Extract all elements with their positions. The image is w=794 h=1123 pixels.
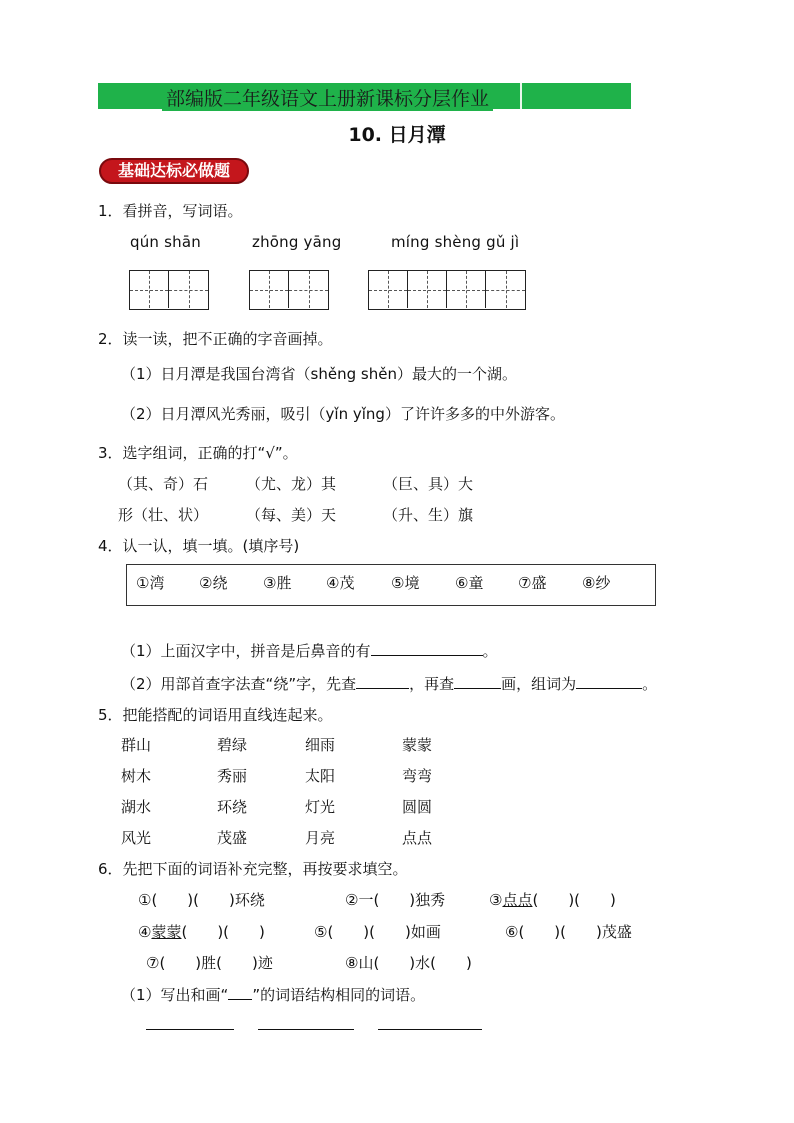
q4-char-box bbox=[126, 564, 656, 606]
q5-word[interactable]: 秀丽 bbox=[217, 767, 248, 785]
q2-s2-text-a: （2）日月潭风光秀丽，吸引（ bbox=[121, 405, 326, 423]
q3-item-3[interactable]: （巨、具）大 bbox=[383, 475, 474, 493]
q6-item-3-num: ③ bbox=[489, 891, 503, 909]
q4-s2-text-a: （2）用部首查字法查“绕”字，先查 bbox=[121, 675, 357, 693]
q4-s1-blank[interactable] bbox=[371, 641, 483, 656]
q3-item-1[interactable]: （其、奇）石 bbox=[118, 475, 209, 493]
question-1: 1．看拼音，写词语。 bbox=[98, 202, 243, 220]
q2-sentence-2 bbox=[121, 403, 565, 424]
q5-word[interactable]: 蒙蒙 bbox=[402, 736, 433, 754]
q5-word[interactable]: 细雨 bbox=[305, 736, 336, 754]
answer-line-1[interactable] bbox=[146, 1028, 234, 1030]
q4-char-8: ⑧纱 bbox=[582, 574, 611, 592]
q6-s1-text-b: ”的词语结构相同的词语。 bbox=[252, 986, 426, 1004]
grid-cell[interactable] bbox=[486, 271, 525, 308]
question-4: 4．认一认，填一填。(填序号) bbox=[98, 537, 300, 555]
q4-s2-text-b: ，再查 bbox=[409, 675, 455, 693]
q2-s1-text-b: ）最大的一个湖。 bbox=[396, 365, 517, 383]
q6-item-1[interactable]: ①( )( )环绕 bbox=[138, 891, 265, 909]
q6-item-7[interactable]: ⑦( )胜( )迹 bbox=[146, 954, 273, 972]
q5-word[interactable]: 群山 bbox=[121, 736, 152, 754]
q5-word[interactable]: 点点 bbox=[402, 829, 433, 847]
q4-sub-2 bbox=[121, 673, 657, 694]
banner-title: 部编版二年级语文上册新课标分层作业 bbox=[162, 84, 493, 111]
q4-s1-end: 。 bbox=[482, 642, 498, 660]
question-2: 2．读一读，把不正确的字音画掉。 bbox=[98, 330, 333, 348]
q5-word[interactable]: 月亮 bbox=[305, 829, 336, 847]
grid-cell[interactable] bbox=[408, 271, 447, 308]
q4-char-6: ⑥童 bbox=[455, 574, 484, 592]
q5-word[interactable]: 碧绿 bbox=[217, 736, 248, 754]
q4-s2-text-c: 画，组词为 bbox=[501, 675, 577, 693]
q5-word[interactable]: 茂盛 bbox=[217, 829, 248, 847]
q5-word[interactable]: 灯光 bbox=[305, 798, 336, 816]
q5-word[interactable]: 风光 bbox=[121, 829, 152, 847]
q6-item-3-blanks: ( )( ) bbox=[532, 891, 616, 909]
q2-s2-pinyin[interactable]: yǐn yǐng bbox=[325, 405, 385, 423]
q6-item-6[interactable]: ⑥( )( )茂盛 bbox=[505, 923, 632, 941]
question-5: 5．把能搭配的词语用直线连起来。 bbox=[98, 706, 333, 724]
q4-char-5: ⑤境 bbox=[391, 574, 420, 592]
grid-cell[interactable] bbox=[289, 271, 328, 308]
q6-item-2[interactable]: ②一( )独秀 bbox=[345, 891, 446, 909]
q6-item-3[interactable] bbox=[489, 889, 616, 910]
q3-item-5[interactable]: （每、美）天 bbox=[246, 506, 337, 524]
q4-sub-1 bbox=[121, 640, 498, 661]
writing-grid-3[interactable] bbox=[368, 270, 526, 310]
q6-sub-1 bbox=[121, 984, 425, 1005]
banner-divider bbox=[520, 83, 522, 109]
pinyin-1: qún shān bbox=[130, 233, 201, 251]
page-title: 10. 日月潭 bbox=[348, 124, 446, 146]
q4-char-1: ①湾 bbox=[136, 574, 165, 592]
answer-line-2[interactable] bbox=[258, 1028, 354, 1030]
q2-s2-text-b: ）了许许多多的中外游客。 bbox=[384, 405, 565, 423]
q4-s1-text: （1）上面汉字中，拼音是后鼻音的有 bbox=[121, 642, 371, 660]
q4-s2-blank-2[interactable] bbox=[454, 674, 501, 689]
q5-word[interactable]: 环绕 bbox=[217, 798, 248, 816]
q3-item-4[interactable]: 形（壮、状） bbox=[118, 506, 209, 524]
question-6: 6．先把下面的词语补充完整，再按要求填空。 bbox=[98, 860, 408, 878]
q4-char-2: ②绕 bbox=[199, 574, 228, 592]
grid-cell[interactable] bbox=[447, 271, 486, 308]
q2-sentence-1 bbox=[121, 363, 517, 384]
pinyin-3: míng shèng gǔ jì bbox=[391, 233, 520, 251]
q5-word[interactable]: 弯弯 bbox=[402, 767, 433, 785]
grid-cell[interactable] bbox=[250, 271, 289, 308]
section-badge: 基础达标必做题 bbox=[99, 158, 249, 184]
q6-item-8[interactable]: ⑧山( )水( ) bbox=[345, 954, 472, 972]
q6-s1-mark bbox=[228, 985, 252, 1000]
q5-word[interactable]: 湖水 bbox=[121, 798, 152, 816]
q4-char-7: ⑦盛 bbox=[518, 574, 547, 592]
q5-word[interactable]: 圆圆 bbox=[402, 798, 433, 816]
q3-item-2[interactable]: （尤、龙）其 bbox=[246, 475, 337, 493]
q5-word[interactable]: 树木 bbox=[121, 767, 152, 785]
writing-grid-2[interactable] bbox=[249, 270, 329, 310]
q6-item-4[interactable] bbox=[138, 921, 265, 942]
q4-s2-end: 。 bbox=[642, 675, 658, 693]
q6-item-3-word: 点点 bbox=[502, 891, 533, 909]
q5-word[interactable]: 太阳 bbox=[305, 767, 336, 785]
q6-item-4-word: 蒙蒙 bbox=[151, 923, 182, 941]
q6-item-4-num: ④ bbox=[138, 923, 152, 941]
q4-char-3: ③胜 bbox=[263, 574, 292, 592]
pinyin-2: zhōng yāng bbox=[252, 233, 342, 251]
q6-item-4-blanks: ( )( ) bbox=[181, 923, 265, 941]
q4-s2-blank-1[interactable] bbox=[356, 674, 409, 689]
q6-s1-text-a: （1）写出和画“ bbox=[121, 986, 229, 1004]
question-3: 3．选字组词，正确的打“√”。 bbox=[98, 444, 298, 462]
q2-s1-pinyin[interactable]: shěng shěn bbox=[310, 365, 397, 383]
grid-cell[interactable] bbox=[369, 271, 408, 308]
q6-item-5[interactable]: ⑤( )( )如画 bbox=[314, 923, 441, 941]
q3-item-6[interactable]: （升、生）旗 bbox=[383, 506, 474, 524]
writing-grid-1[interactable] bbox=[129, 270, 209, 310]
answer-line-3[interactable] bbox=[378, 1028, 482, 1030]
q4-s2-blank-3[interactable] bbox=[576, 674, 642, 689]
header-banner bbox=[98, 83, 631, 109]
q2-s1-text-a: （1）日月潭是我国台湾省（ bbox=[121, 365, 311, 383]
q4-char-4: ④茂 bbox=[326, 574, 355, 592]
grid-cell[interactable] bbox=[169, 271, 208, 308]
grid-cell[interactable] bbox=[130, 271, 169, 308]
